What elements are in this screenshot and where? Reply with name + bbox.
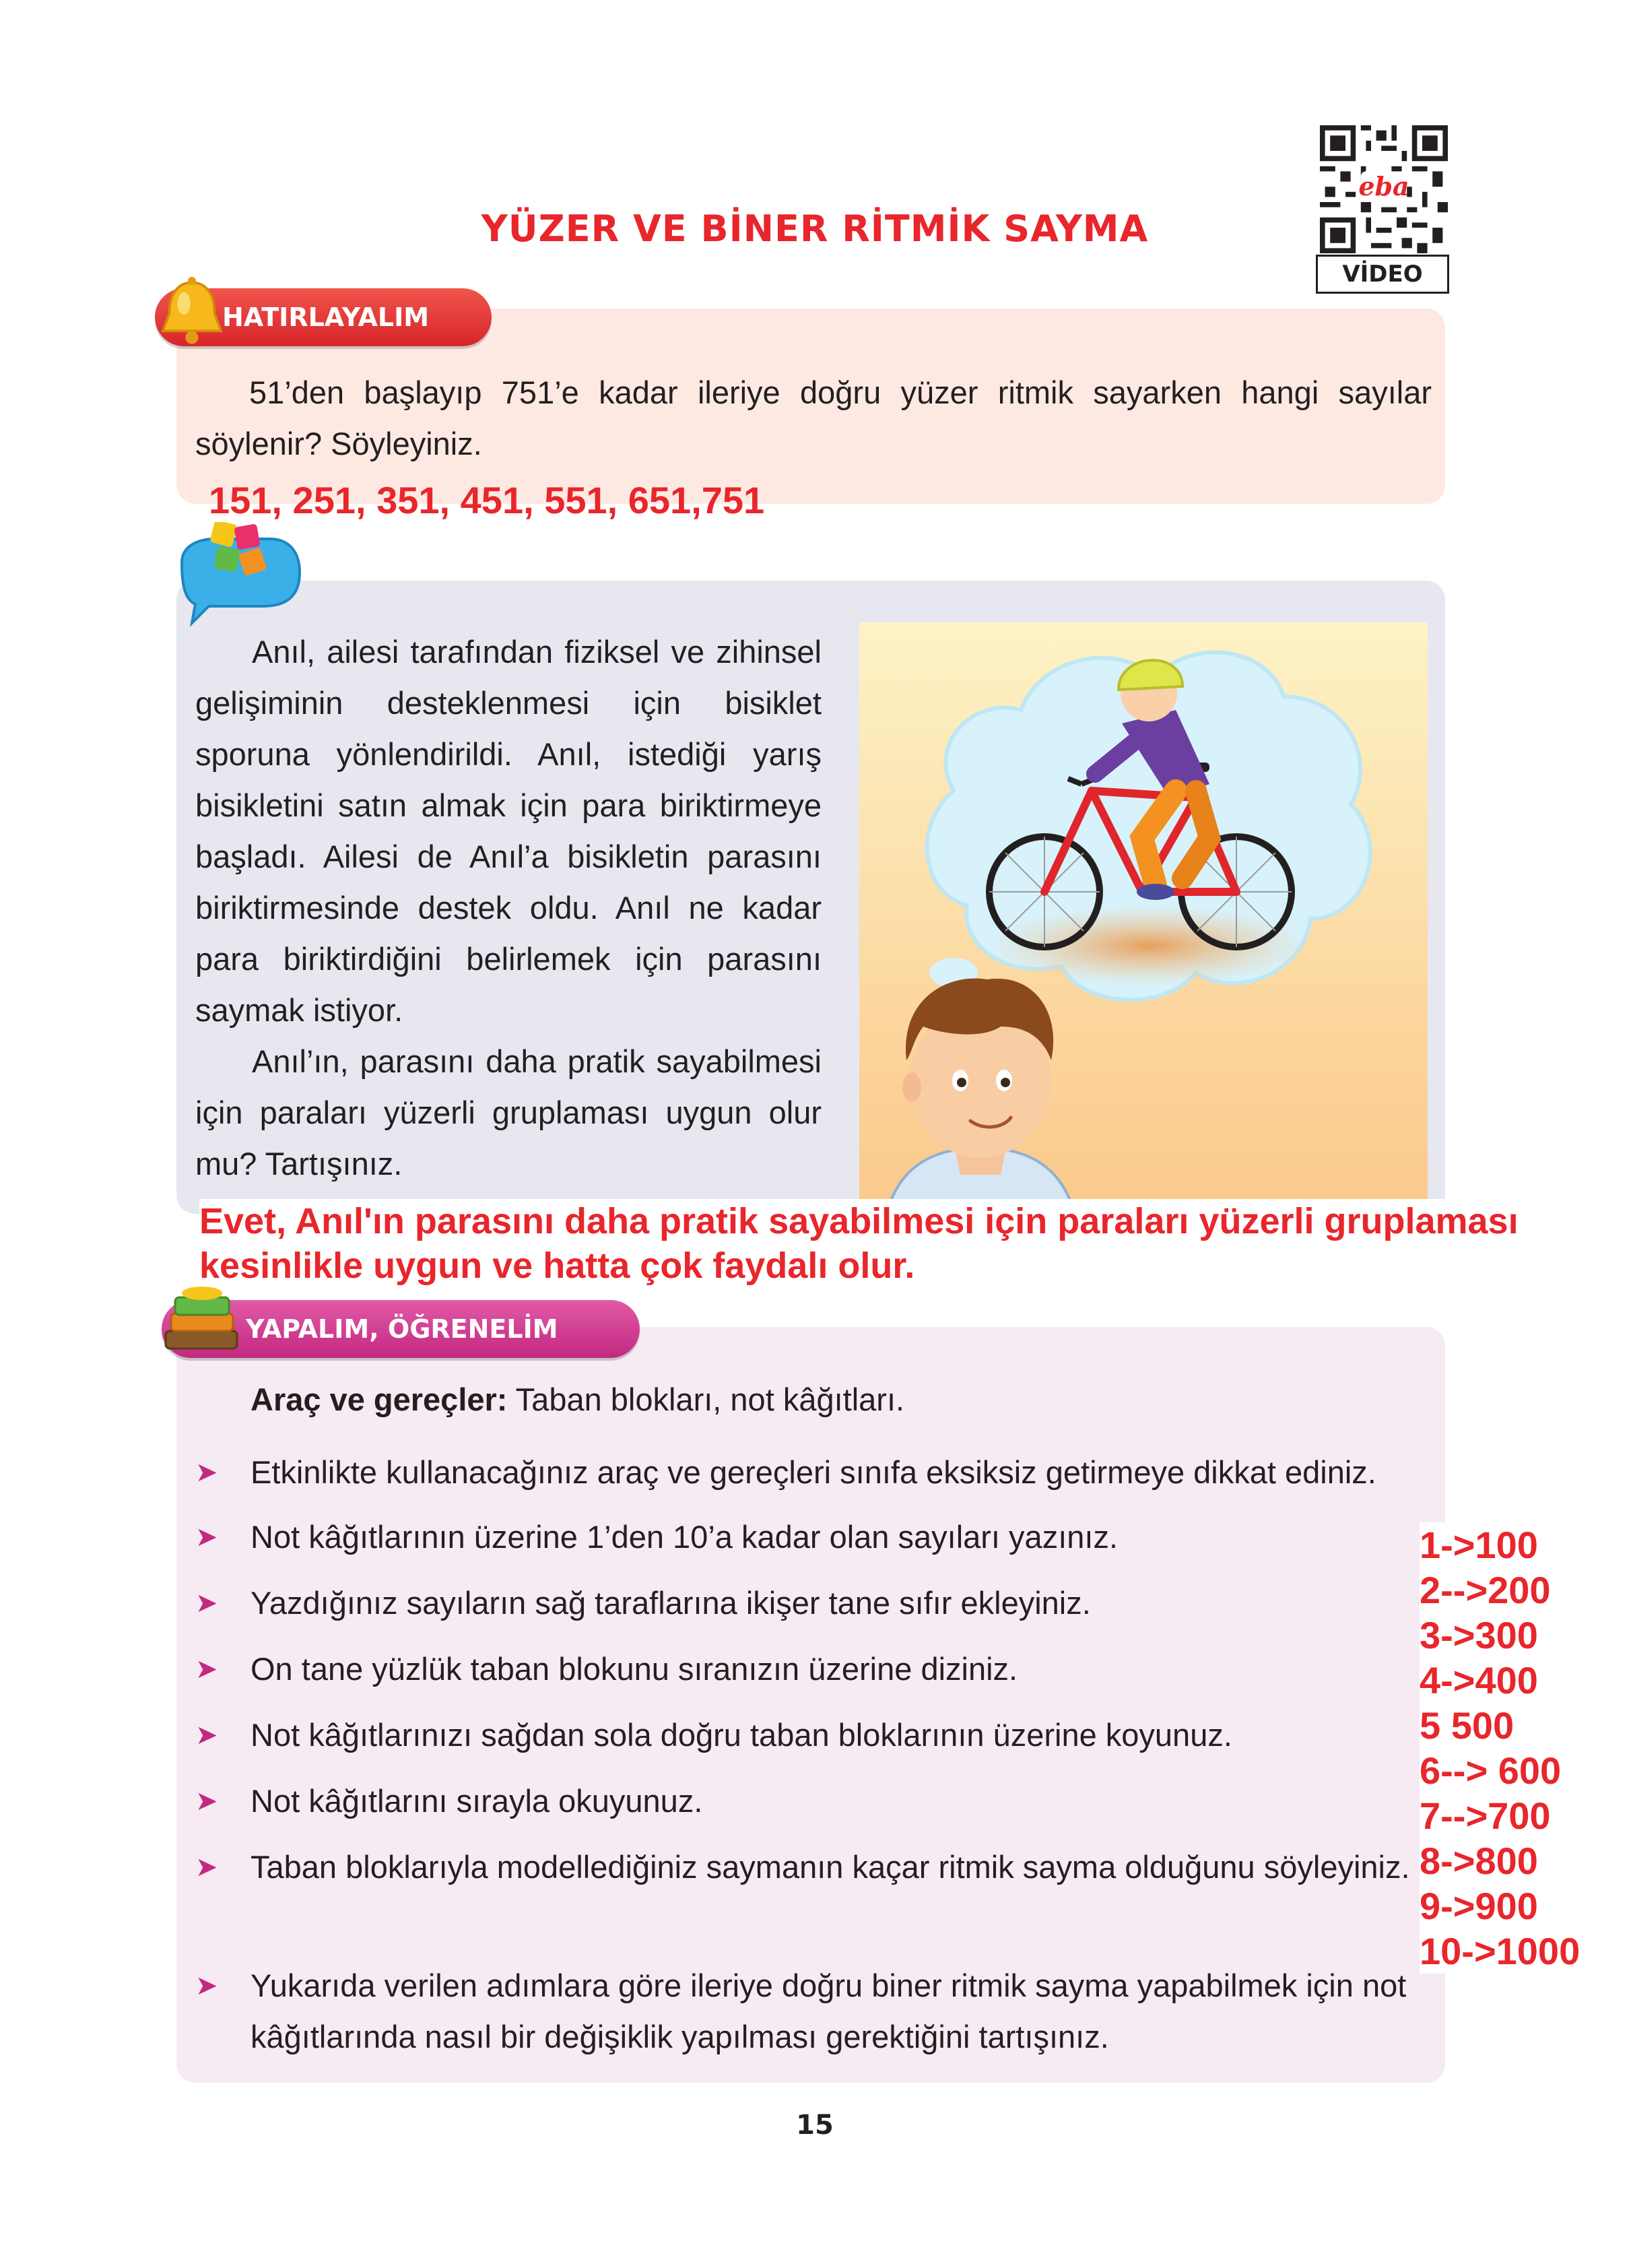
step-item [195, 1960, 1441, 2063]
step-text: On tane yüzlük taban blokunu sıranızın üzerine diziniz. [251, 1651, 1018, 1687]
list-item: 2-->200 [1420, 1569, 1551, 1611]
story-text [195, 626, 822, 1190]
list-item: 7-->700 [1420, 1794, 1551, 1837]
step-text: Not kâğıtlarınızı sağdan sola doğru taban bloklarının üzerine koyunuz. [251, 1717, 1232, 1753]
remember-tab: HATIRLAYALIM [155, 288, 492, 346]
handwritten-number-list [1420, 1522, 1622, 1974]
handwritten-answer-2-line-1: Evet, Anıl'ın parasını daha pratik sayabilmesi için paraları yüzerli gruplaması [199, 1199, 1519, 1243]
step-item [195, 1710, 1441, 1761]
bullet-arrow-icon: ➤ [195, 1852, 218, 1882]
step-item [195, 1512, 1441, 1563]
step-item [195, 1776, 1441, 1827]
list-item: 9->900 [1420, 1885, 1538, 1927]
books-icon [158, 1283, 245, 1363]
bullet-arrow-icon: ➤ [195, 1786, 218, 1816]
step-item [195, 1447, 1441, 1498]
handwritten-answer-1: 151, 251, 351, 451, 551, 651,751 [209, 479, 765, 521]
list-item: 3->300 [1420, 1614, 1538, 1656]
bell-icon [152, 273, 232, 354]
puzzle-speech-icon [162, 522, 310, 637]
page-title: YÜZER VE BİNER RİTMİK SAYMA [481, 207, 1149, 250]
question-text: 51’den başlayıp 751’e kadar ileriye doğru yüzer ritmik sayarken hangi sayılar söylenir? Söyleyiniz. [195, 375, 1432, 461]
eba-logo: eba [1358, 171, 1409, 202]
handwritten-answer-2 [199, 1199, 1613, 1288]
step-text: Taban bloklarıyla modellediğiniz saymanın kaçar ritmik sayma olduğunu söyleyiniz. [251, 1849, 1410, 1885]
list-item: 10->1000 [1420, 1930, 1580, 1972]
handwritten-answer-2-line-2: kesinlikle uygun ve hatta çok faydalı olur. [199, 1243, 914, 1288]
tools-line [251, 1381, 904, 1418]
video-label[interactable]: VİDEO [1316, 255, 1449, 294]
step-text: Yukarıda verilen adımlara göre ileriye doğru biner ritmik sayma yapabilmek için not kâğıtlarında nasıl bir değişiklik yapılması gerektiğini tartışınız. [251, 1968, 1407, 2054]
list-item: 5 500 [1420, 1704, 1514, 1747]
step-text: Yazdığınız sayıların sağ taraflarına ikişer tane sıfır ekleyiniz. [251, 1585, 1091, 1621]
bullet-arrow-icon: ➤ [195, 1458, 218, 1487]
step-item [195, 1644, 1441, 1695]
list-item: 6--> 600 [1420, 1749, 1562, 1792]
bullet-arrow-icon: ➤ [195, 1588, 218, 1618]
page-number: 15 [796, 2110, 834, 2141]
boy-dreaming-bicycle-illustration [859, 622, 1428, 1215]
list-item: 1->100 [1420, 1524, 1538, 1566]
bullet-arrow-icon: ➤ [195, 1654, 218, 1684]
bullet-arrow-icon: ➤ [195, 1522, 218, 1552]
tools-label: Araç ve gereçler: [251, 1382, 508, 1417]
step-text: Etkinlikte kullanacağınız araç ve gereçleri sınıfa eksiksiz getirmeye dikkat ediniz. [251, 1454, 1376, 1490]
list-item: 4->400 [1420, 1659, 1538, 1702]
step-item [195, 1842, 1441, 1893]
tools-text: Taban blokları, not kâğıtları. [507, 1382, 905, 1417]
bullet-arrow-icon: ➤ [195, 1971, 218, 2001]
story-paragraph-2: Anıl’ın, parasını daha pratik sayabilmesi için paraları yüzerli gruplaması uygun olur mu? Tartışınız. [195, 1043, 822, 1181]
story-paragraph-1: Anıl, ailesi tarafından fiziksel ve zihinsel gelişiminin desteklenmesi için bisiklet sporuna yönlendirildi. Anıl, istediği yarış bisikletini satın almak için para biriktirmeye başladı. Ailesi de Anıl’a bisikletin parasını biriktirmesinde destek oldu. Anıl ne kadar para biriktirdiğini belirlemek için parasını saymak istiyor. [195, 634, 822, 1028]
bullet-arrow-icon: ➤ [195, 1720, 218, 1750]
activity-tab: YAPALIM, ÖĞRENELİM [162, 1300, 640, 1358]
step-text: Not kâğıtlarının üzerine 1’den 10’a kadar olan sayıları yazınız. [251, 1519, 1119, 1555]
step-item [195, 1578, 1441, 1629]
qr-code-icon[interactable] [1320, 125, 1448, 253]
step-text: Not kâğıtlarını sırayla okuyunuz. [251, 1783, 703, 1819]
list-item: 8->800 [1420, 1840, 1538, 1882]
